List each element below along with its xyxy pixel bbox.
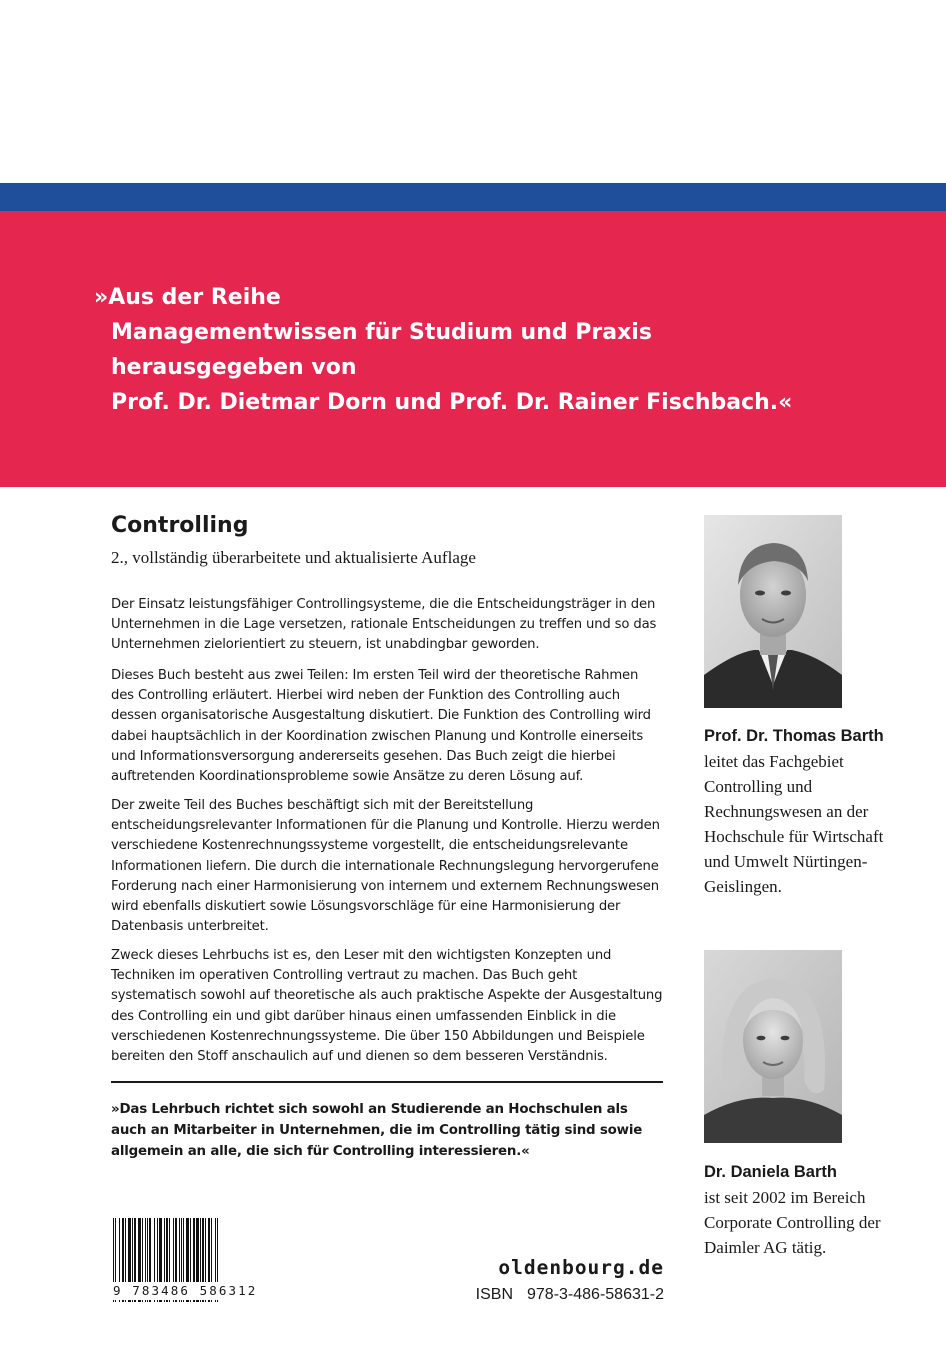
isbn-label: ISBN — [475, 1286, 513, 1303]
author-description: leitet das Fachgebiet Controlling und Rechnungswesen an der Hochschule für Wirtschaft und Umwelt Nürtingen-Geislingen. — [704, 752, 884, 896]
series-line: Managementwissen für Studium und Praxis — [111, 320, 652, 345]
series-line: herausgegeben von — [111, 355, 357, 380]
blurb-paragraph: Der zweite Teil des Buches beschäftigt sich mit der Bereitstellung entscheidungsrelevanter Informationen für die Planung und Kontrolle. Hierzu werden verschiedene Kostenrechnungssysteme vorgestellt, die entscheidungsrelevante Informationen liefern. Die durch die internationale Rechnungslegung hervorgerufene Forderung nach einer Harmonisierung von internem und externem Rechnungswesen wird ebenfalls diskutiert sowie Lösungsvorschläge für eine Harmonisierung der Datenbasis unterbreitet. — [111, 798, 660, 935]
author-description: ist seit 2002 im Bereich Corporate Controlling der Daimler AG tätig. — [704, 1188, 881, 1257]
author-name: Dr. Daniela Barth — [704, 1163, 837, 1181]
author-photo-daniela-barth — [704, 950, 842, 1143]
book-title: Controlling — [111, 513, 249, 538]
author-photo-thomas-barth — [704, 515, 842, 708]
divider-rule — [111, 1081, 663, 1083]
author-name: Prof. Dr. Thomas Barth — [704, 727, 884, 745]
barcode-number: 9 783486 586312 — [113, 1283, 258, 1298]
series-line: Prof. Dr. Dietmar Dorn und Prof. Dr. Rainer Fischbach.« — [111, 390, 793, 415]
author-bio — [704, 724, 904, 899]
publisher-website[interactable]: oldenbourg.de — [498, 1256, 664, 1279]
author-bio — [704, 1160, 904, 1260]
blurb-paragraph: Der Einsatz leistungsfähiger Controllingsysteme, die die Entscheidungsträger in den Unternehmen in die Lage versetzen, rationale Entscheidungen zu treffen und so das Unternehmen zielorientiert zu steuern, ist unabdingbar geworden. — [111, 597, 657, 653]
blurb-paragraph: Zweck dieses Lehrbuchs ist es, den Leser mit den wichtigsten Konzepten und Techniken im operativen Controlling vertraut zu machen. Das Buch geht systematisch sowohl auf theoretische als auch praktische Aspekte der Ausgestaltung des Controlling ein und gibt darüber hinaus einen umfassenden Einblick in die verschiedenen Kostenrechnungssysteme. Die über 150 Abbildungen und Beispiele bereiten den Stoff anschaulich auf und dienen so dem besseren Verständnis. — [111, 948, 663, 1065]
book-edition: 2., vollständig überarbeitete und aktualisierte Auflage — [111, 548, 476, 567]
audience-quote: »Das Lehrbuch richtet sich sowohl an Studierende an Hochschulen als auch an Mitarbeiter in Unternehmen, die im Controlling tätig sind sowie allgemein an alle, die sich für Controlling interessieren.« — [111, 1102, 643, 1159]
blurb-paragraph: Dieses Buch besteht aus zwei Teilen: Im ersten Teil wird der theoretische Rahmen des Controlling erläutert. Hierbei wird neben der Funktion des Controlling auch dessen organisatorische Ausgestaltung diskutiert. Die Funktion des Controlling wird dabei hauptsächlich in der Koordination zwischen Planung und Kontrolle einerseits und Informationsversorgung andererseits gesehen. Das Buch zeigt die hierbei auftretenden Koordinationsprobleme sowie Ansätze zu deren Lösung auf. — [111, 668, 651, 785]
series-line: »Aus der Reihe — [94, 285, 281, 310]
isbn-number: 978-3-486-58631-2 — [527, 1286, 664, 1303]
isbn-line — [452, 1284, 664, 1306]
series-statement — [94, 280, 894, 420]
book-heading — [111, 510, 663, 570]
top-blue-stripe — [0, 183, 946, 211]
